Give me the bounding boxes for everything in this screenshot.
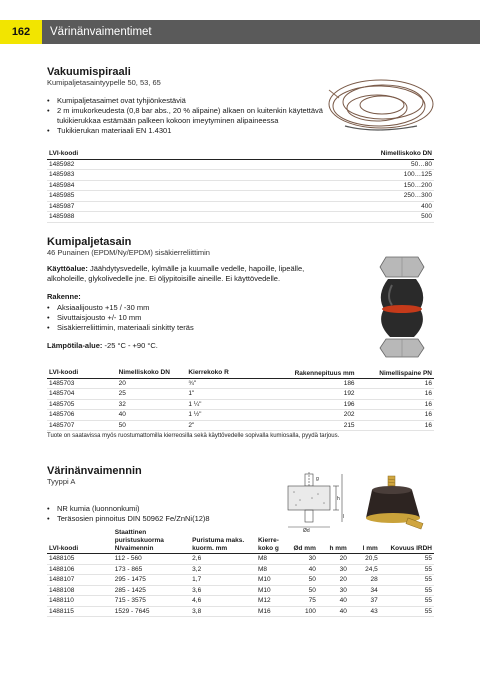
table-cell: 30 xyxy=(318,585,349,596)
table-cell: 40 xyxy=(117,410,187,421)
table-cell: 500 xyxy=(241,212,435,223)
table-cell: 40 xyxy=(287,564,318,575)
table-cell: 43 xyxy=(349,606,380,617)
column-header: Nimellispaine PN xyxy=(357,368,434,378)
column-header: l mm xyxy=(349,529,380,554)
table-cell: M10 xyxy=(256,575,287,586)
usage-paragraph xyxy=(47,264,332,284)
table-cell: 192 xyxy=(271,389,356,400)
table-row xyxy=(47,389,434,400)
table-cell: 16 xyxy=(357,399,434,410)
table-cell: 24,5 xyxy=(349,564,380,575)
column-header: Nimelliskoko DN xyxy=(117,368,187,378)
column-header: Staattinen puristuskuorma N/vaimennin xyxy=(113,529,190,554)
table-cell: 1485705 xyxy=(47,399,117,410)
table-cell: 1485983 xyxy=(47,170,241,181)
table-row xyxy=(47,606,434,617)
diagram-label-g: g xyxy=(316,476,319,482)
table-cell: 37 xyxy=(349,596,380,607)
table-cell: 40 xyxy=(318,596,349,607)
list-item: • Teräsosien pinnoitus DIN 50962 Fe/ZnNi(12)8 xyxy=(47,514,267,524)
section-subtitle: Tyyppi A xyxy=(47,477,76,486)
list-item: • 2 m imukorkeudesta (0,8 bar abs., 20 % alipaine) alkaen on kuitenkin käytettävä tukikierukkaa estämään palkeen kokoon imeytyminen alipaineessa xyxy=(47,106,327,126)
table-cell: M16 xyxy=(256,606,287,617)
section-title: Värinänvaimennin xyxy=(47,465,142,477)
list-item: • NR kumia (luonnonkumi) xyxy=(47,504,267,514)
table-row xyxy=(47,585,434,596)
temperature-label: Lämpötila-alue: xyxy=(47,341,103,350)
table-row xyxy=(47,564,434,575)
column-header: Rakennepituus mm xyxy=(271,368,356,378)
temperature-text: -25 °C - +90 °C. xyxy=(104,341,158,350)
table-cell: 112 - 560 xyxy=(113,554,190,565)
table-cell: 250…300 xyxy=(241,191,435,202)
table-cell: 40 xyxy=(318,606,349,617)
table-cell: 1 ½" xyxy=(186,410,271,421)
table-cell: 16 xyxy=(357,410,434,421)
table-cell: 1488105 xyxy=(47,554,113,565)
page-number: 162 xyxy=(0,20,42,44)
damper-image xyxy=(358,474,432,534)
table-cell: 32 xyxy=(117,399,187,410)
table-cell: 1485706 xyxy=(47,410,117,421)
table-cell: 1485984 xyxy=(47,180,241,191)
table-cell: 3,6 xyxy=(190,585,256,596)
table-row xyxy=(47,596,434,607)
section-title: Kumipaljetasain xyxy=(47,236,132,248)
table-cell: 400 xyxy=(241,201,435,212)
table-row xyxy=(47,554,434,565)
column-header: Puristuma maks. kuorm. mm xyxy=(190,529,256,554)
usage-label: Käyttöalue: xyxy=(47,264,88,273)
table-row xyxy=(47,420,434,431)
table-cell: 215 xyxy=(271,420,356,431)
table-cell: 2" xyxy=(186,420,271,431)
column-header: h mm xyxy=(318,529,349,554)
table-row xyxy=(47,170,434,181)
table-cell: 55 xyxy=(380,575,434,586)
table-cell: 285 - 1425 xyxy=(113,585,190,596)
table-cell: 1488115 xyxy=(47,606,113,617)
section-subtitle: 46 Punainen (EPDM/Ny/EPDM) sisäkierreliittimin xyxy=(47,248,210,257)
table-cell: 30 xyxy=(318,564,349,575)
section-title: Vakuumispiraali xyxy=(47,66,131,78)
table-cell: M8 xyxy=(256,554,287,565)
table-cell: 1488106 xyxy=(47,564,113,575)
feature-list xyxy=(47,303,332,333)
table-row xyxy=(47,212,434,223)
spiral-table xyxy=(47,149,434,223)
column-header: Nimelliskoko DN xyxy=(241,149,435,159)
table-row xyxy=(47,410,434,421)
table-cell: 1485985 xyxy=(47,191,241,202)
damper-table-body xyxy=(47,554,434,617)
vacuum-spiral-image xyxy=(325,68,437,146)
table-row xyxy=(47,201,434,212)
table-cell: 16 xyxy=(357,420,434,431)
table-cell: 173 - 865 xyxy=(113,564,190,575)
table-cell: 1488108 xyxy=(47,585,113,596)
structure-label: Rakenne: xyxy=(47,292,81,301)
column-header: LVI-koodi xyxy=(47,368,117,378)
column-header: Ød mm xyxy=(287,529,318,554)
table-cell: 16 xyxy=(357,389,434,400)
column-header: Kierrekoko R xyxy=(186,368,271,378)
table-cell: 295 - 1475 xyxy=(113,575,190,586)
table-cell: 1485707 xyxy=(47,420,117,431)
table-cell: 1488107 xyxy=(47,575,113,586)
list-item: • Sivuttaisjousto +/- 10 mm xyxy=(47,313,332,323)
temperature-paragraph xyxy=(47,341,332,351)
section-vakuumispiraali xyxy=(47,66,327,136)
damper-table xyxy=(47,529,434,617)
table-cell: 100…125 xyxy=(241,170,435,181)
diagram-label-d: Ød xyxy=(303,528,310,532)
table-cell: 1488110 xyxy=(47,596,113,607)
table-cell: 1,7 xyxy=(190,575,256,586)
table-cell: ¾" xyxy=(186,378,271,389)
table-cell: 75 xyxy=(287,596,318,607)
table-cell: 55 xyxy=(380,554,434,565)
table-cell: 1" xyxy=(186,389,271,400)
table-cell: 100 xyxy=(287,606,318,617)
table-cell: 30 xyxy=(287,554,318,565)
diagram-label-h: h xyxy=(337,496,340,502)
section-subtitle: Kumipaljetasaintyypelle 50, 53, 65 xyxy=(47,78,161,87)
bellow-table xyxy=(47,368,434,439)
table-cell: 55 xyxy=(380,596,434,607)
list-item: • Tukikierukan materiaali EN 1.4301 xyxy=(47,126,327,136)
table-cell: M10 xyxy=(256,585,287,596)
column-header: Kierre-koko g xyxy=(256,529,287,554)
table-row xyxy=(47,575,434,586)
table-cell: 196 xyxy=(271,399,356,410)
damper-technical-drawing xyxy=(278,470,348,532)
table-cell: 50 xyxy=(287,585,318,596)
table-cell: 20 xyxy=(318,554,349,565)
table-cell: 20 xyxy=(117,378,187,389)
table-cell: M12 xyxy=(256,596,287,607)
table-row xyxy=(47,378,434,389)
table-cell: 55 xyxy=(380,564,434,575)
table-cell: M8 xyxy=(256,564,287,575)
table-cell: 20,5 xyxy=(349,554,380,565)
table-cell: 25 xyxy=(117,389,187,400)
list-item: • Kumipaljetasaimet ovat tyhjiönkestäviä xyxy=(47,96,327,106)
table-cell: 4,6 xyxy=(190,596,256,607)
table-cell: 55 xyxy=(380,606,434,617)
column-header: LVI-koodi xyxy=(47,529,113,554)
feature-list xyxy=(47,504,267,524)
table-cell: 34 xyxy=(349,585,380,596)
rubber-bellow-image xyxy=(372,255,432,359)
section-varinanvaimennin xyxy=(47,465,267,524)
table-cell: 50 xyxy=(287,575,318,586)
table-cell: 1485988 xyxy=(47,212,241,223)
table-cell: 202 xyxy=(271,410,356,421)
table-cell: 1 ¼" xyxy=(186,399,271,410)
table-cell: 1485987 xyxy=(47,201,241,212)
table-cell: 3,8 xyxy=(190,606,256,617)
column-header: Kovuus IRDH xyxy=(380,529,434,554)
feature-list xyxy=(47,96,327,136)
table-cell: 2,6 xyxy=(190,554,256,565)
table-row xyxy=(47,159,434,170)
table-row xyxy=(47,191,434,202)
table-cell: 715 - 3575 xyxy=(113,596,190,607)
table-note: Tuote on saatavissa myös ruostumattomilla kierreosilla sekä käyttövedelle sopivalla kumiosalla, pyydä tarjous. xyxy=(47,433,340,439)
table-cell: 20 xyxy=(318,575,349,586)
table-cell: 186 xyxy=(271,378,356,389)
table-cell: 1485703 xyxy=(47,378,117,389)
page-title: Värinänvaimentimet xyxy=(50,26,152,38)
table-cell: 55 xyxy=(380,585,434,596)
list-item: • Sisäkierreliittimin, materiaali sinkitty teräs xyxy=(47,323,332,333)
table-cell: 1529 - 7645 xyxy=(113,606,190,617)
table-row xyxy=(47,399,434,410)
table-cell: 1485704 xyxy=(47,389,117,400)
usage-text: Jäähdytysvedelle, kylmälle ja kuumalle vedelle, hapoille, lipeälle, alkoholeille, glykolivedelle jne. Ei öljypitoisille aineille. Ei käyttövedelle. xyxy=(47,264,305,283)
table-cell: 3,2 xyxy=(190,564,256,575)
table-cell: 1485982 xyxy=(47,159,241,170)
table-row xyxy=(47,180,434,191)
table-cell: 50 xyxy=(117,420,187,431)
diagram-label-l: l xyxy=(343,514,345,520)
column-header: LVI-koodi xyxy=(47,149,241,159)
list-item: • Aksiaalijousto +15 / -30 mm xyxy=(47,303,332,313)
table-cell: 28 xyxy=(349,575,380,586)
section-kumipaljetasain xyxy=(47,236,332,351)
table-cell: 50…80 xyxy=(241,159,435,170)
table-cell: 16 xyxy=(357,378,434,389)
table-cell: 150…200 xyxy=(241,180,435,191)
